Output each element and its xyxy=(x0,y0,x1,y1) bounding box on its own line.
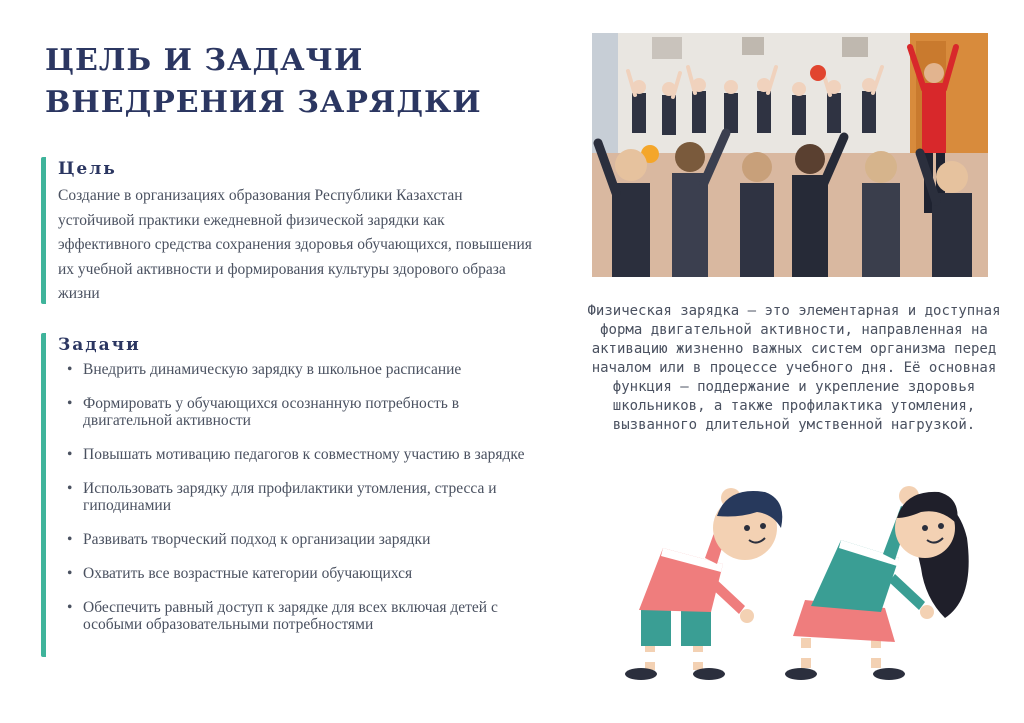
boy-figure xyxy=(625,488,782,680)
bullet-icon: • xyxy=(67,361,73,378)
bullet-icon: • xyxy=(67,446,73,463)
bullet-icon: • xyxy=(67,531,73,548)
tasks-heading: Задачи xyxy=(58,335,141,355)
task-item xyxy=(58,361,543,378)
task-item xyxy=(58,565,543,582)
classroom-exercise-photo xyxy=(592,33,988,277)
page-title xyxy=(45,40,525,124)
task-text: Охватить все возрастные категории обучающихся xyxy=(83,565,413,582)
description-text: Физическая зарядка — это элементарная и доступная форма двигательной активности, направленная на активацию жизненно важных систем организма перед началом или в процессе учебного дня. Её основная функция — поддержание и укрепление здоровья школьников, а также профилактика утомления, вызванного длительной умственной нагрузкой. xyxy=(587,303,1001,433)
task-item xyxy=(58,395,543,429)
bullet-icon: • xyxy=(67,599,73,616)
girl-figure xyxy=(785,486,969,680)
task-item xyxy=(58,599,543,633)
goal-section xyxy=(41,157,538,304)
goal-heading: Цель xyxy=(58,159,117,179)
classroom-exercise-photo-graphic xyxy=(592,33,988,277)
bullet-icon: • xyxy=(67,395,73,412)
task-text: Развивать творческий подход к организации зарядки xyxy=(83,531,431,548)
task-text: Внедрить динамическую зарядку в школьное расписание xyxy=(83,361,462,378)
kids-exercise-illustration-graphic xyxy=(605,478,985,683)
task-item xyxy=(58,480,543,514)
kids-exercise-illustration xyxy=(605,478,985,683)
bullet-icon: • xyxy=(67,480,73,497)
goal-text: Создание в организациях образования Республики Казахстан устойчивой практики ежедневной физической зарядки как эффективного средства сохранения здоровья обучающихся, повышения их учебной активности и формирования культуры здорового образа жизни xyxy=(58,187,532,302)
task-list xyxy=(58,361,543,633)
page-title-line-2: ВНЕДРЕНИЯ ЗАРЯДКИ xyxy=(45,85,482,120)
task-text: Обеспечить равный доступ к зарядке для всех включая детей с особыми образовательными потребностями xyxy=(83,599,498,633)
bullet-icon: • xyxy=(67,565,73,582)
task-item xyxy=(58,531,543,548)
task-item xyxy=(58,446,543,463)
task-text: Использовать зарядку для профилактики утомления, стресса и гиподинамии xyxy=(83,480,497,514)
task-text: Повышать мотивацию педагогов к совместному участию в зарядке xyxy=(83,446,525,463)
tasks-section xyxy=(41,333,543,657)
page-title-line-1: ЦЕЛЬ И ЗАДАЧИ xyxy=(45,43,364,78)
task-text: Формировать у обучающихся осознанную потребность в двигательной активности xyxy=(83,395,460,429)
